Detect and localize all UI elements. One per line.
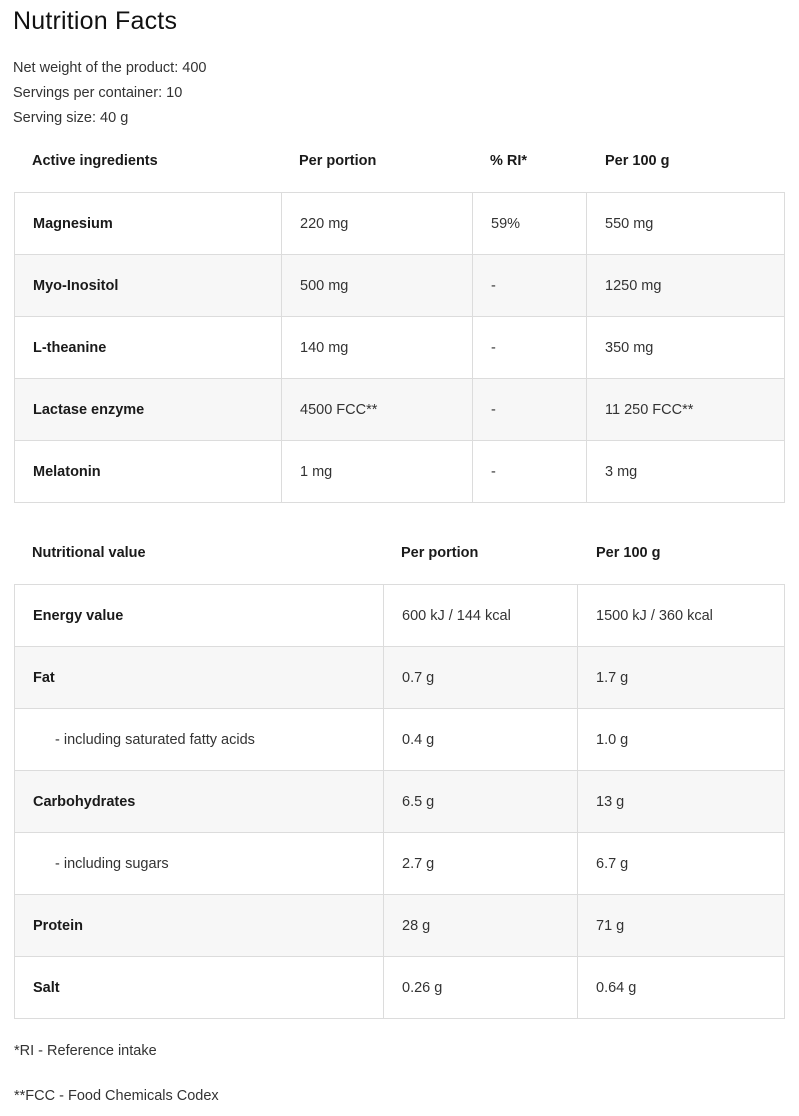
per-100g-cell: 6.7 g	[578, 833, 785, 895]
footnote-fcc: **FCC - Food Chemicals Codex	[14, 1088, 219, 1104]
per-portion-cell: 6.5 g	[384, 771, 578, 833]
per-100g-cell: 11 250 FCC**	[587, 379, 785, 441]
ingredient-name: Lactase enzyme	[15, 379, 282, 441]
ingredient-name: Magnesium	[15, 193, 282, 255]
per-portion-cell: 220 mg	[282, 193, 473, 255]
table-row	[15, 709, 785, 771]
ri-cell: -	[473, 379, 587, 441]
nutritional-value-table	[14, 584, 785, 1019]
per-100g-cell: 350 mg	[587, 317, 785, 379]
nutrition-header-per-portion: Per portion	[401, 545, 479, 561]
active-header-ingredient: Active ingredients	[32, 153, 158, 169]
per-100g-cell: 0.64 g	[578, 957, 785, 1019]
per-portion-cell: 140 mg	[282, 317, 473, 379]
nutrient-name: Protein	[15, 895, 384, 957]
per-portion-cell: 0.7 g	[384, 647, 578, 709]
per-100g-cell: 1.7 g	[578, 647, 785, 709]
table-row	[15, 441, 785, 503]
ri-cell: -	[473, 441, 587, 503]
table-row	[15, 833, 785, 895]
serving-size: Serving size: 40 g	[13, 110, 129, 126]
nutrient-name: Carbohydrates	[15, 771, 384, 833]
per-portion-cell: 28 g	[384, 895, 578, 957]
per-100g-cell: 3 mg	[587, 441, 785, 503]
nutrient-name: Fat	[15, 647, 384, 709]
nutrient-subitem-name: - including sugars	[15, 833, 384, 895]
per-100g-cell: 1250 mg	[587, 255, 785, 317]
table-row	[15, 255, 785, 317]
per-portion-cell: 600 kJ / 144 kcal	[384, 585, 578, 647]
active-header-per-100g: Per 100 g	[605, 153, 670, 169]
active-ingredients-table	[14, 192, 785, 503]
net-weight: Net weight of the product: 400	[13, 60, 207, 76]
per-portion-cell: 500 mg	[282, 255, 473, 317]
table-row	[15, 193, 785, 255]
table-row	[15, 379, 785, 441]
servings-per-container: Servings per container: 10	[13, 85, 183, 101]
per-portion-cell: 1 mg	[282, 441, 473, 503]
per-100g-cell: 13 g	[578, 771, 785, 833]
nutrition-header-value: Nutritional value	[32, 545, 146, 561]
nutrition-header-per-100g: Per 100 g	[596, 545, 661, 561]
table-row	[15, 895, 785, 957]
table-row	[15, 647, 785, 709]
per-portion-cell: 2.7 g	[384, 833, 578, 895]
nutrient-name: Salt	[15, 957, 384, 1019]
table-row	[15, 317, 785, 379]
nutrient-name: Energy value	[15, 585, 384, 647]
page-title: Nutrition Facts	[13, 7, 178, 35]
per-100g-cell: 1500 kJ / 360 kcal	[578, 585, 785, 647]
nutrient-subitem-name: - including saturated fatty acids	[15, 709, 384, 771]
ri-cell: -	[473, 317, 587, 379]
ingredient-name: Melatonin	[15, 441, 282, 503]
table-row	[15, 585, 785, 647]
footnote-ri: *RI - Reference intake	[14, 1043, 157, 1059]
per-portion-cell: 0.26 g	[384, 957, 578, 1019]
table-row	[15, 957, 785, 1019]
ri-cell: -	[473, 255, 587, 317]
per-100g-cell: 1.0 g	[578, 709, 785, 771]
table-row	[15, 771, 785, 833]
active-header-per-portion: Per portion	[299, 153, 377, 169]
ri-cell: 59%	[473, 193, 587, 255]
per-portion-cell: 4500 FCC**	[282, 379, 473, 441]
per-100g-cell: 71 g	[578, 895, 785, 957]
ingredient-name: Myo-Inositol	[15, 255, 282, 317]
active-header-ri: % RI*	[490, 153, 528, 169]
per-100g-cell: 550 mg	[587, 193, 785, 255]
per-portion-cell: 0.4 g	[384, 709, 578, 771]
ingredient-name: L-theanine	[15, 317, 282, 379]
